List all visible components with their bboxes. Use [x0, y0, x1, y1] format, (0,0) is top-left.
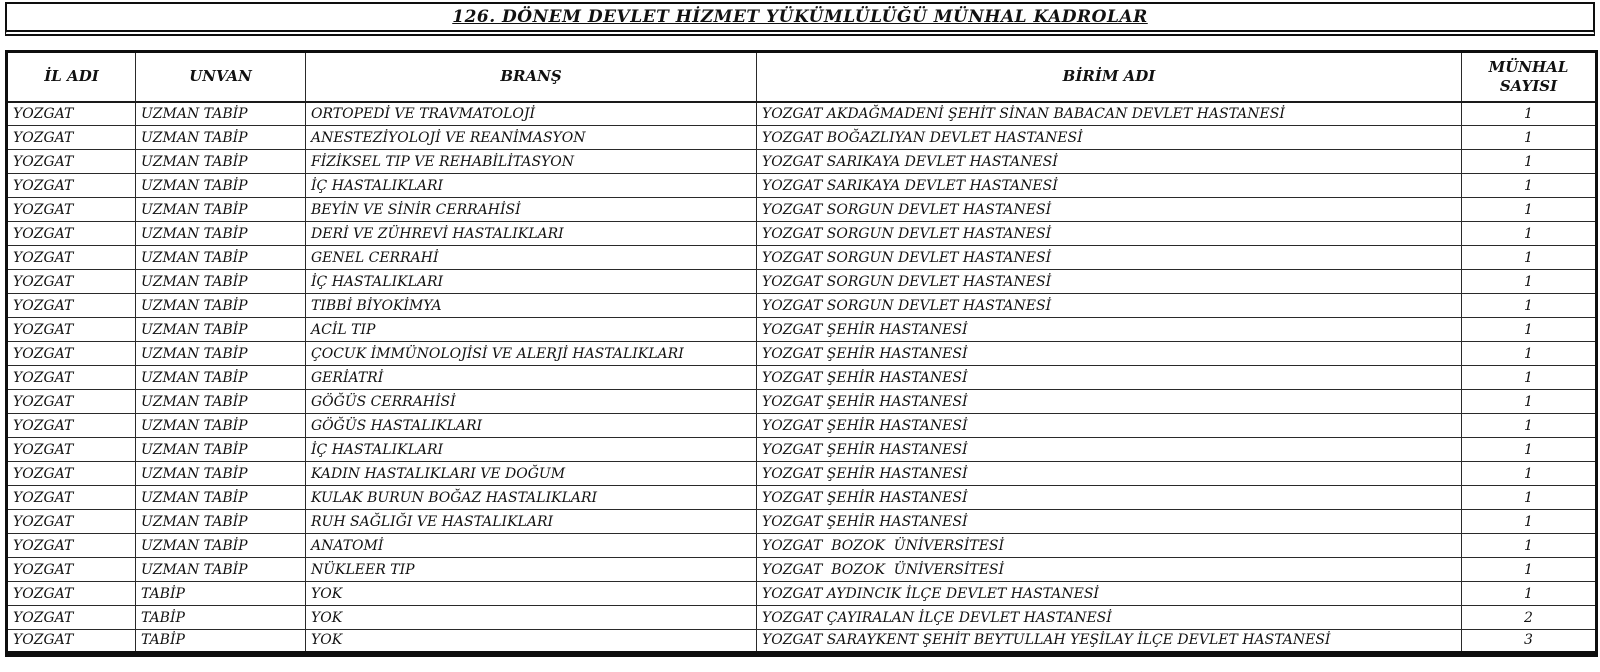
cell-unvan: UZMAN TABİP	[136, 222, 306, 246]
cell-unvan: UZMAN TABİP	[136, 174, 306, 198]
vacancy-table	[5, 50, 1598, 657]
cell-unvan: UZMAN TABİP	[136, 318, 306, 342]
table-row	[7, 630, 1597, 654]
cell-il-adi: YOZGAT	[7, 486, 136, 510]
table-row	[7, 366, 1597, 390]
cell-unvan: UZMAN TABİP	[136, 342, 306, 366]
table-row	[7, 462, 1597, 486]
cell-il-adi: YOZGAT	[7, 222, 136, 246]
cell-munhal-sayisi: 1	[1462, 438, 1597, 462]
cell-brans: GÖĞÜS CERRAHİSİ	[306, 390, 757, 414]
table-row	[7, 534, 1597, 558]
table-row	[7, 222, 1597, 246]
table-row	[7, 438, 1597, 462]
document-title-bar	[5, 2, 1595, 36]
header-row	[7, 52, 1597, 102]
cell-brans: YOK	[306, 630, 757, 654]
cell-unvan: UZMAN TABİP	[136, 102, 306, 126]
cell-birim-adi: YOZGAT ŞEHİR HASTANESİ	[757, 414, 1462, 438]
cell-brans: İÇ HASTALIKLARI	[306, 270, 757, 294]
cell-munhal-sayisi: 1	[1462, 582, 1597, 606]
cell-unvan: UZMAN TABİP	[136, 198, 306, 222]
table-row	[7, 318, 1597, 342]
cell-munhal-sayisi: 1	[1462, 270, 1597, 294]
cell-unvan: TABİP	[136, 606, 306, 630]
cell-il-adi: YOZGAT	[7, 342, 136, 366]
table-row	[7, 150, 1597, 174]
cell-brans: ANESTEZİYOLOJİ VE REANİMASYON	[306, 126, 757, 150]
cell-brans: İÇ HASTALIKLARI	[306, 174, 757, 198]
table-row	[7, 126, 1597, 150]
cell-munhal-sayisi: 1	[1462, 558, 1597, 582]
cell-unvan: UZMAN TABİP	[136, 246, 306, 270]
cell-brans: YOK	[306, 606, 757, 630]
cell-birim-adi: YOZGAT ŞEHİR HASTANESİ	[757, 390, 1462, 414]
cell-il-adi: YOZGAT	[7, 630, 136, 654]
table-header	[7, 52, 1597, 102]
cell-birim-adi: YOZGAT SARIKAYA DEVLET HASTANESİ	[757, 174, 1462, 198]
cell-birim-adi: YOZGAT ŞEHİR HASTANESİ	[757, 318, 1462, 342]
cell-il-adi: YOZGAT	[7, 294, 136, 318]
cell-munhal-sayisi: 1	[1462, 174, 1597, 198]
cell-birim-adi: YOZGAT SORGUN DEVLET HASTANESİ	[757, 270, 1462, 294]
cell-brans: KADIN HASTALIKLARI VE DOĞUM	[306, 462, 757, 486]
cell-brans: DERİ VE ZÜHREVİ HASTALIKLARI	[306, 222, 757, 246]
cell-brans: YOK	[306, 582, 757, 606]
cell-il-adi: YOZGAT	[7, 366, 136, 390]
cell-il-adi: YOZGAT	[7, 558, 136, 582]
table-row	[7, 246, 1597, 270]
cell-unvan: UZMAN TABİP	[136, 438, 306, 462]
cell-birim-adi: YOZGAT ŞEHİR HASTANESİ	[757, 510, 1462, 534]
cell-birim-adi: YOZGAT ŞEHİR HASTANESİ	[757, 366, 1462, 390]
cell-il-adi: YOZGAT	[7, 198, 136, 222]
cell-il-adi: YOZGAT	[7, 390, 136, 414]
cell-unvan: UZMAN TABİP	[136, 390, 306, 414]
cell-il-adi: YOZGAT	[7, 414, 136, 438]
table-row	[7, 342, 1597, 366]
column-header-brans: BRANŞ	[306, 52, 757, 102]
cell-il-adi: YOZGAT	[7, 582, 136, 606]
cell-birim-adi: YOZGAT SORGUN DEVLET HASTANESİ	[757, 198, 1462, 222]
cell-il-adi: YOZGAT	[7, 246, 136, 270]
cell-munhal-sayisi: 1	[1462, 342, 1597, 366]
column-header-il-adi: İL ADI	[7, 52, 136, 102]
cell-munhal-sayisi: 1	[1462, 294, 1597, 318]
cell-munhal-sayisi: 3	[1462, 630, 1597, 654]
cell-birim-adi: YOZGAT SARIKAYA DEVLET HASTANESİ	[757, 150, 1462, 174]
cell-il-adi: YOZGAT	[7, 606, 136, 630]
cell-brans: GENEL CERRAHİ	[306, 246, 757, 270]
cell-il-adi: YOZGAT	[7, 462, 136, 486]
cell-birim-adi: YOZGAT SARAYKENT ŞEHİT BEYTULLAH YEŞİLAY İLÇE DEVLET HASTANESİ	[757, 630, 1462, 654]
table-row	[7, 486, 1597, 510]
cell-il-adi: YOZGAT	[7, 150, 136, 174]
cell-brans: TIBBİ BİYOKİMYA	[306, 294, 757, 318]
cell-unvan: UZMAN TABİP	[136, 126, 306, 150]
cell-il-adi: YOZGAT	[7, 438, 136, 462]
cell-unvan: UZMAN TABİP	[136, 414, 306, 438]
cell-brans: GERİATRİ	[306, 366, 757, 390]
cell-unvan: TABİP	[136, 630, 306, 654]
cell-birim-adi: YOZGAT BOĞAZLIYAN DEVLET HASTANESİ	[757, 126, 1462, 150]
cell-munhal-sayisi: 1	[1462, 510, 1597, 534]
cell-birim-adi: YOZGAT SORGUN DEVLET HASTANESİ	[757, 294, 1462, 318]
table-row	[7, 606, 1597, 630]
cell-munhal-sayisi: 1	[1462, 486, 1597, 510]
cell-brans: ANATOMİ	[306, 534, 757, 558]
cell-unvan: UZMAN TABİP	[136, 486, 306, 510]
cell-brans: KULAK BURUN BOĞAZ HASTALIKLARI	[306, 486, 757, 510]
cell-il-adi: YOZGAT	[7, 534, 136, 558]
cell-brans: BEYİN VE SİNİR CERRAHİSİ	[306, 198, 757, 222]
cell-brans: ÇOCUK İMMÜNOLOJİSİ VE ALERJİ HASTALIKLARI	[306, 342, 757, 366]
cell-il-adi: YOZGAT	[7, 510, 136, 534]
table-row	[7, 390, 1597, 414]
cell-unvan: UZMAN TABİP	[136, 366, 306, 390]
cell-brans: FİZİKSEL TIP VE REHABİLİTASYON	[306, 150, 757, 174]
table-row	[7, 174, 1597, 198]
cell-unvan: UZMAN TABİP	[136, 294, 306, 318]
cell-il-adi: YOZGAT	[7, 126, 136, 150]
cell-munhal-sayisi: 1	[1462, 102, 1597, 126]
cell-unvan: UZMAN TABİP	[136, 558, 306, 582]
cell-brans: ACİL TIP	[306, 318, 757, 342]
cell-munhal-sayisi: 1	[1462, 462, 1597, 486]
cell-munhal-sayisi: 1	[1462, 126, 1597, 150]
cell-munhal-sayisi: 1	[1462, 222, 1597, 246]
cell-brans: ORTOPEDİ VE TRAVMATOLOJİ	[306, 102, 757, 126]
cell-munhal-sayisi: 1	[1462, 150, 1597, 174]
cell-birim-adi: YOZGAT AKDAĞMADENİ ŞEHİT SİNAN BABACAN DEVLET HASTANESİ	[757, 102, 1462, 126]
cell-birim-adi: YOZGAT ŞEHİR HASTANESİ	[757, 486, 1462, 510]
table-body	[7, 102, 1597, 654]
table-row	[7, 558, 1597, 582]
cell-birim-adi: YOZGAT ŞEHİR HASTANESİ	[757, 462, 1462, 486]
column-header-birim-adi: BİRİM ADI	[757, 52, 1462, 102]
cell-birim-adi: YOZGAT ŞEHİR HASTANESİ	[757, 438, 1462, 462]
column-header-munhal-sayisi: MÜNHAL SAYISI	[1462, 52, 1597, 102]
cell-unvan: UZMAN TABİP	[136, 462, 306, 486]
cell-unvan: TABİP	[136, 582, 306, 606]
cell-munhal-sayisi: 2	[1462, 606, 1597, 630]
cell-il-adi: YOZGAT	[7, 318, 136, 342]
cell-munhal-sayisi: 1	[1462, 318, 1597, 342]
table-row	[7, 102, 1597, 126]
cell-birim-adi: YOZGAT BOZOK ÜNİVERSİTESİ	[757, 558, 1462, 582]
cell-brans: GÖĞÜS HASTALIKLARI	[306, 414, 757, 438]
cell-brans: İÇ HASTALIKLARI	[306, 438, 757, 462]
cell-birim-adi: YOZGAT BOZOK ÜNİVERSİTESİ	[757, 534, 1462, 558]
cell-il-adi: YOZGAT	[7, 102, 136, 126]
cell-birim-adi: YOZGAT SORGUN DEVLET HASTANESİ	[757, 246, 1462, 270]
cell-il-adi: YOZGAT	[7, 270, 136, 294]
cell-birim-adi: YOZGAT SORGUN DEVLET HASTANESİ	[757, 222, 1462, 246]
cell-unvan: UZMAN TABİP	[136, 534, 306, 558]
cell-birim-adi: YOZGAT ŞEHİR HASTANESİ	[757, 342, 1462, 366]
table-row	[7, 414, 1597, 438]
cell-brans: NÜKLEER TIP	[306, 558, 757, 582]
cell-munhal-sayisi: 1	[1462, 198, 1597, 222]
cell-birim-adi: YOZGAT AYDINCIK İLÇE DEVLET HASTANESİ	[757, 582, 1462, 606]
cell-unvan: UZMAN TABİP	[136, 270, 306, 294]
table-row	[7, 198, 1597, 222]
table-row	[7, 510, 1597, 534]
cell-munhal-sayisi: 1	[1462, 246, 1597, 270]
cell-munhal-sayisi: 1	[1462, 534, 1597, 558]
cell-il-adi: YOZGAT	[7, 174, 136, 198]
cell-unvan: UZMAN TABİP	[136, 510, 306, 534]
cell-unvan: UZMAN TABİP	[136, 150, 306, 174]
page-title: 126. DÖNEM DEVLET HİZMET YÜKÜMLÜLÜĞÜ MÜNHAL KADROLAR	[452, 7, 1148, 27]
cell-munhal-sayisi: 1	[1462, 390, 1597, 414]
cell-brans: RUH SAĞLIĞI VE HASTALIKLARI	[306, 510, 757, 534]
table-row	[7, 582, 1597, 606]
table-row	[7, 294, 1597, 318]
cell-munhal-sayisi: 1	[1462, 366, 1597, 390]
cell-munhal-sayisi: 1	[1462, 414, 1597, 438]
cell-birim-adi: YOZGAT ÇAYIRALAN İLÇE DEVLET HASTANESİ	[757, 606, 1462, 630]
table-row	[7, 270, 1597, 294]
column-header-unvan: UNVAN	[136, 52, 306, 102]
